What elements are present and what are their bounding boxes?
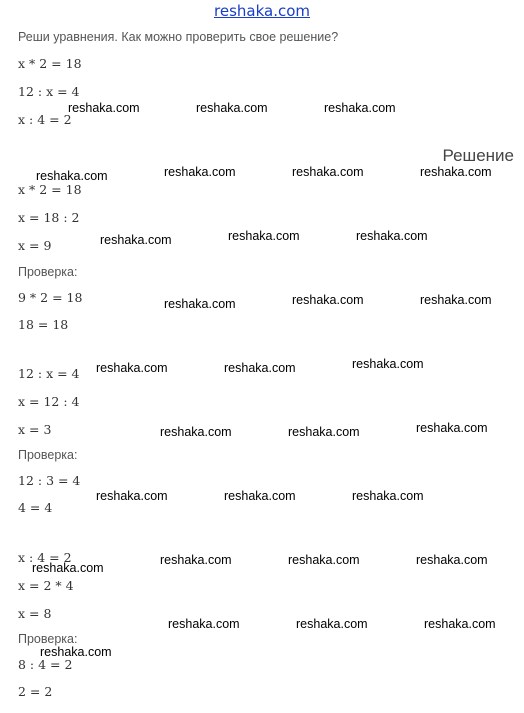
block1-step-3: x = 9 (18, 238, 52, 253)
watermark: reshaka.com (324, 101, 396, 115)
block2-check-label: Проверка: (18, 448, 78, 462)
block2-step-3: x = 3 (18, 422, 52, 437)
watermark: reshaka.com (292, 165, 364, 179)
watermark: reshaka.com (168, 617, 240, 631)
block3-step-1: x : 4 = 2 (18, 550, 72, 565)
watermark: reshaka.com (356, 229, 428, 243)
watermark: reshaka.com (160, 425, 232, 439)
watermark: reshaka.com (288, 553, 360, 567)
watermark: reshaka.com (40, 645, 112, 659)
block1-step-1: x * 2 = 18 (18, 182, 82, 197)
block3-step-2: x = 2 * 4 (18, 578, 74, 593)
block1-step-2: x = 18 : 2 (18, 210, 80, 225)
watermark: reshaka.com (352, 357, 424, 371)
watermark: reshaka.com (160, 553, 232, 567)
block2-check-1: 12 : 3 = 4 (18, 473, 81, 488)
task-text: Реши уравнения. Как можно проверить свое решение? (18, 30, 339, 44)
watermark: reshaka.com (224, 489, 296, 503)
given-equation-2: 12 : x = 4 (18, 84, 80, 99)
solution-heading: Решение (442, 146, 514, 165)
watermark: reshaka.com (36, 169, 108, 183)
watermark: reshaka.com (32, 561, 104, 575)
block1-check-2: 18 = 18 (18, 317, 69, 332)
block1-check-1: 9 * 2 = 18 (18, 290, 83, 305)
block3-step-3: x = 8 (18, 606, 52, 621)
watermark: reshaka.com (296, 617, 368, 631)
site-logo[interactable]: reshaka.com (214, 2, 310, 20)
watermark: reshaka.com (228, 229, 300, 243)
block3-check-1: 8 : 4 = 2 (18, 657, 73, 672)
block3-check-label: Проверка: (18, 632, 78, 646)
watermark: reshaka.com (416, 553, 488, 567)
block2-check-2: 4 = 4 (18, 500, 53, 515)
watermark: reshaka.com (416, 421, 488, 435)
watermark: reshaka.com (288, 425, 360, 439)
watermark: reshaka.com (424, 617, 496, 631)
watermark: reshaka.com (164, 165, 236, 179)
watermark: reshaka.com (292, 293, 364, 307)
watermark: reshaka.com (164, 297, 236, 311)
watermark: reshaka.com (96, 489, 168, 503)
block1-check-label: Проверка: (18, 265, 78, 279)
watermark: reshaka.com (196, 101, 268, 115)
block2-step-2: x = 12 : 4 (18, 394, 80, 409)
watermark: reshaka.com (420, 293, 492, 307)
watermark: reshaka.com (100, 233, 172, 247)
given-equation-3: x : 4 = 2 (18, 112, 72, 127)
given-equation-1: x * 2 = 18 (18, 56, 82, 71)
watermark: reshaka.com (96, 361, 168, 375)
block2-step-1: 12 : x = 4 (18, 366, 80, 381)
watermark: reshaka.com (420, 165, 492, 179)
block3-check-2: 2 = 2 (18, 684, 53, 699)
watermark: reshaka.com (224, 361, 296, 375)
watermark: reshaka.com (352, 489, 424, 503)
watermark: reshaka.com (68, 101, 140, 115)
